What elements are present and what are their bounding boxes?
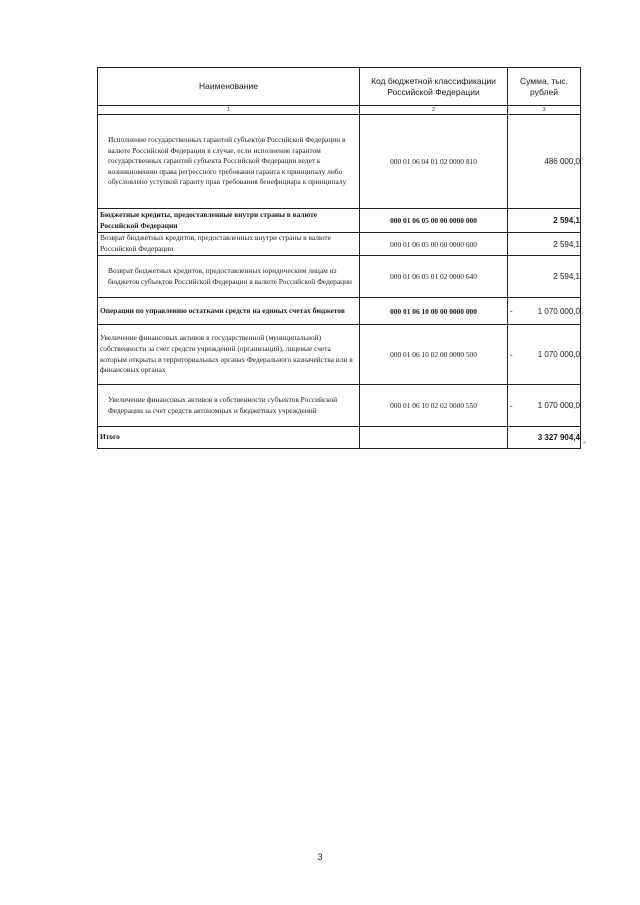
row-sum-value: 1 070 000,0	[537, 401, 580, 410]
row-sum	[508, 233, 581, 256]
table-row	[98, 115, 581, 209]
header-name: Наименование	[98, 68, 360, 106]
row-code: 000 01 06 05 01 02 0000 640	[360, 256, 508, 298]
row-sum-value: 2 594,1	[553, 272, 580, 281]
row-code: 000 01 06 05 00 00 0000 600	[360, 233, 508, 256]
row-sum	[508, 115, 581, 209]
row-code: 000 01 06 10 02 00 0000 500	[360, 325, 508, 385]
page-number: 3	[317, 852, 323, 862]
row-name: Операции по управлению остатками средств на единых счетах бюджетов	[98, 298, 360, 325]
row-sum-value: 1 070 000,0	[537, 350, 580, 359]
table-row	[98, 385, 581, 427]
row-name: Увеличение финансовых активов в собственности субъектов Российской Федерации за счет средств автономных и бюджетных учреждений	[98, 385, 360, 427]
row-code: 000 01 06 04 01 02 0000 810	[360, 115, 508, 209]
row-sum	[508, 256, 581, 298]
column-number-row	[98, 106, 581, 115]
row-code: 000 01 06 10 00 00 0000 000	[360, 298, 508, 325]
row-sum-value: 486 000,0	[544, 157, 580, 166]
row-name: Возврат бюджетных кредитов, предоставленных внутри страны в валюте Российской Федерации	[98, 233, 360, 256]
column-number-1: 1	[98, 106, 360, 115]
column-number-2: 2	[360, 106, 508, 115]
row-code: 000 01 06 10 02 02 0000 550	[360, 385, 508, 427]
row-code: 000 01 06 05 00 00 0000 000	[360, 209, 508, 233]
row-sum-dash: -	[510, 306, 513, 316]
total-code	[360, 427, 508, 449]
row-name: Увеличение финансовых активов в государственной (муниципальной) собственности за счет средств учреждений (организаций), лицевые счета которым открыты в территориальных органах Федерального казначейства или в финансовых органах	[98, 325, 360, 385]
closing-quote-mark: »	[583, 440, 586, 446]
table-header-row	[98, 68, 581, 106]
row-name: Бюджетные кредиты, предоставленные внутри страны в валюте Российской Федерации	[98, 209, 360, 233]
row-sum	[508, 325, 581, 385]
row-sum-value: 1 070 000,0	[537, 306, 580, 316]
row-sum	[508, 385, 581, 427]
table-row	[98, 209, 581, 233]
table-row	[98, 233, 581, 256]
total-label: Итого	[98, 427, 360, 449]
budget-table	[97, 67, 581, 449]
row-name: Возврат бюджетных кредитов, предоставленных юридическим лицам из бюджетов субъектов Российской Федерации в валюте Российской Федерации	[98, 256, 360, 298]
table-row	[98, 256, 581, 298]
header-sum: Сумма, тыс. рублей	[508, 68, 581, 106]
header-code: Код бюджетной классификации Российской Федерации	[360, 68, 508, 106]
total-sum-value: 3 327 904,4	[537, 433, 580, 442]
row-sum	[508, 209, 581, 233]
row-sum-value: 2 594,1	[553, 216, 580, 225]
row-sum-value: 2 594,1	[553, 239, 580, 249]
table-row	[98, 325, 581, 385]
row-sum-dash: -	[510, 350, 513, 359]
table-row-total	[98, 427, 581, 449]
row-name: Исполнение государственных гарантий субъектов Российской Федерации в валюте Российской Федерации в случае, если исполнение гарантом государственных гарантий субъекта Российской Федерации ведет к возникновению права регрессного требования гаранта к принципалу либо обусловлено уступкой гаранту прав требования бенефициара к принципалу	[98, 115, 360, 209]
row-sum	[508, 298, 581, 325]
row-sum-dash: -	[510, 401, 513, 410]
total-sum	[508, 427, 581, 449]
column-number-3: 3	[508, 106, 581, 115]
table-row	[98, 298, 581, 325]
